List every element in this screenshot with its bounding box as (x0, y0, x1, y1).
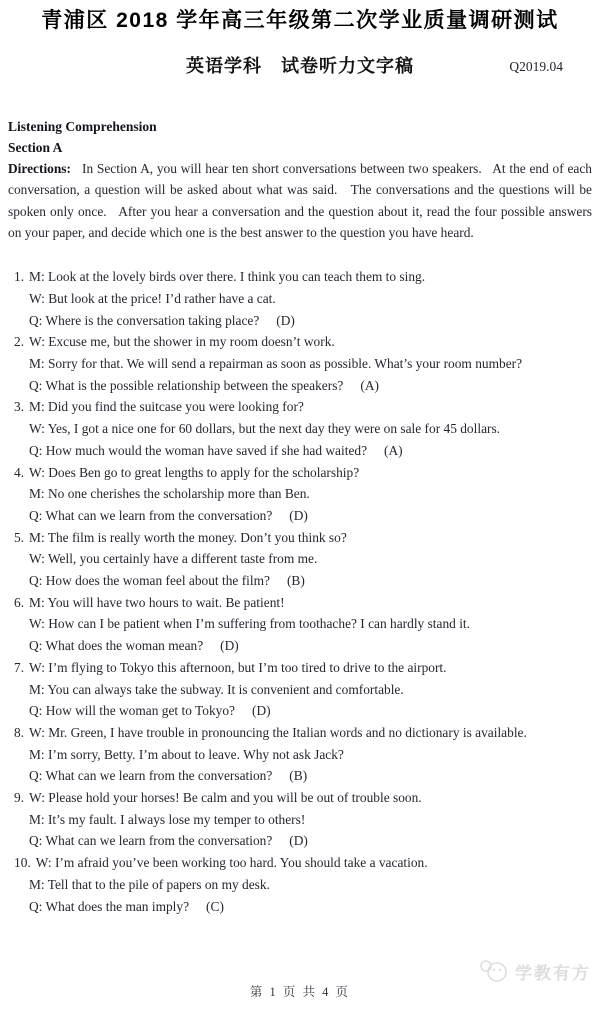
watermark-text: 学教有方 (515, 963, 591, 983)
question-text: Q: Where is the conversation taking place? (29, 312, 260, 328)
listening-item-10 (8, 852, 592, 917)
dialogue-line (8, 331, 592, 353)
dialogue-line: M: I’m sorry, Betty. I’m about to leave. Why not ask Jack? (29, 746, 344, 762)
dialogue-line (8, 852, 592, 874)
question-text: Q: What can we learn from the conversation? (29, 833, 273, 849)
question-line (8, 830, 592, 852)
answer-letter: (A) (360, 377, 379, 393)
answer-letter: (D) (289, 833, 308, 849)
dialogue-line: M: You can always take the subway. It is convenient and comfortable. (29, 681, 404, 697)
item-number: 10. (14, 855, 31, 871)
subtitle-row (0, 54, 600, 78)
dialogue-text: M: Look at the lovely birds over there. I think you can teach them to sing. (29, 269, 426, 285)
listening-item-6 (8, 592, 592, 657)
doc-title: 青浦区 2018 学年高三年级第二次学业质量调研测试 (41, 9, 559, 32)
dialogue-text: W: Excuse me, but the shower in my room doesn’t work. (29, 334, 335, 350)
directions-label: Directions: (8, 161, 71, 176)
listening-item-3 (8, 396, 592, 461)
dialogue-line: M: Sorry for that. We will send a repairman as soon as possible. What’s your room number? (29, 356, 523, 371)
dialogue-line: M: No one cherishes the scholarship more than Ben. (29, 486, 310, 502)
dialogue-line: W: Well, you certainly have a different taste from me. (29, 551, 318, 567)
dialogue-line (8, 527, 592, 549)
question-text: Q: What does the man imply? (29, 898, 190, 914)
watermark (478, 958, 591, 984)
dialogue-line: M: Tell that to the pile of papers on my desk. (29, 876, 270, 892)
dialogue-line (8, 396, 592, 418)
page-number-footer: 第 1 页 共 4 页 (249, 985, 351, 999)
dialogue-line: W: But look at the price! I’d rather have a cat. (29, 290, 276, 306)
dialogue-text: W: Please hold your horses! Be calm and you will be out of trouble soon. (29, 790, 422, 806)
answer-letter: (A) (384, 442, 403, 458)
question-line (8, 635, 592, 657)
question-line (8, 896, 592, 918)
item-number: 9. (14, 790, 25, 806)
document-body (0, 116, 600, 917)
listening-item-2 (8, 331, 592, 396)
item-number: 8. (14, 724, 25, 740)
dialogue-line (8, 462, 592, 484)
item-number: 2. (14, 334, 25, 350)
answer-letter: (D) (220, 638, 239, 654)
question-line (8, 765, 592, 787)
item-number: 5. (14, 529, 25, 545)
directions-paragraph (8, 158, 596, 243)
dialogue-line: W: Yes, I got a nice one for 60 dollars, but the next day they were on sale for 45 dollars. (29, 421, 501, 437)
dialogue-line (8, 592, 592, 614)
answer-letter: (D) (251, 703, 271, 719)
subsection-heading: Section A (8, 140, 63, 155)
listening-items (8, 266, 592, 917)
listening-item-7 (8, 657, 592, 722)
listening-item-8 (8, 722, 592, 787)
listening-item-4 (8, 462, 592, 527)
question-text: Q: What is the possible relationship between the speakers? (29, 377, 344, 393)
question-text: Q: How much would the woman have saved if she had waited? (29, 442, 368, 458)
item-number: 3. (14, 399, 25, 415)
doc-code: Q2019.04 (509, 59, 563, 74)
question-text: Q: How will the woman get to Tokyo? (29, 703, 235, 719)
question-line (8, 310, 592, 332)
dialogue-text: M: You will have two hours to wait. Be patient! (29, 594, 285, 610)
dialogue-text: W: I’m flying to Tokyo this afternoon, but I’m too tired to drive to the airport. (29, 659, 447, 675)
dialogue-text: W: Does Ben go to great lengths to apply for the scholarship? (29, 464, 360, 480)
question-text: Q: What can we learn from the conversation? (29, 507, 273, 523)
question-line (8, 570, 592, 592)
dialogue-line (8, 657, 592, 679)
doc-subtitle: 英语学科 试卷听力文字稿 (186, 56, 414, 76)
dialogue-line: M: It’s my fault. I always lose my temper to others! (29, 811, 306, 827)
listening-item-9 (8, 787, 592, 852)
item-number: 1. (14, 269, 25, 285)
question-line (8, 700, 592, 722)
dialogue-line (8, 266, 592, 288)
answer-letter: (B) (289, 768, 308, 784)
item-number: 7. (14, 659, 25, 675)
answer-letter: (D) (276, 312, 295, 328)
item-number: 4. (14, 464, 25, 480)
directions-text: In Section A, you will hear ten short conversations between two speakers. At the end of each conversation, a question will be asked about what was said. The conversations and the questions will be spoken only once. After you hear a conversation and the question about it, read the four possible answers on your paper, and decide which one is the best answer to the question you have heard. (8, 161, 596, 240)
question-line (8, 505, 592, 527)
item-number: 6. (14, 594, 25, 610)
dialogue-line: W: How can I be patient when I’m suffering from toothache? I can hardly stand it. (29, 616, 470, 632)
question-text: Q: What can we learn from the conversation? (29, 768, 273, 784)
dialogue-text: M: The film is really worth the money. Don’t you think so? (29, 529, 347, 545)
answer-letter: (C) (206, 898, 224, 914)
question-line (8, 375, 592, 397)
dialogue-line (8, 722, 592, 744)
section-heading: Listening Comprehension (8, 119, 157, 134)
dialogue-line (8, 787, 592, 809)
answer-letter: (D) (289, 507, 308, 523)
question-line (8, 440, 592, 462)
dialogue-text: W: I’m afraid you’ve been working too hard. You should take a vacation. (35, 855, 428, 871)
answer-letter: (B) (286, 573, 305, 589)
dialogue-text: M: Did you find the suitcase you were looking for? (29, 399, 304, 415)
dialogue-text: W: Mr. Green, I have trouble in pronouncing the Italian words and no dictionary is available. (29, 724, 527, 740)
listening-item-1 (8, 266, 592, 331)
question-text: Q: How does the woman feel about the film? (29, 573, 270, 589)
listening-item-5 (8, 527, 592, 592)
question-text: Q: What does the woman mean? (29, 638, 204, 654)
watermark-logo-icon (478, 958, 512, 984)
